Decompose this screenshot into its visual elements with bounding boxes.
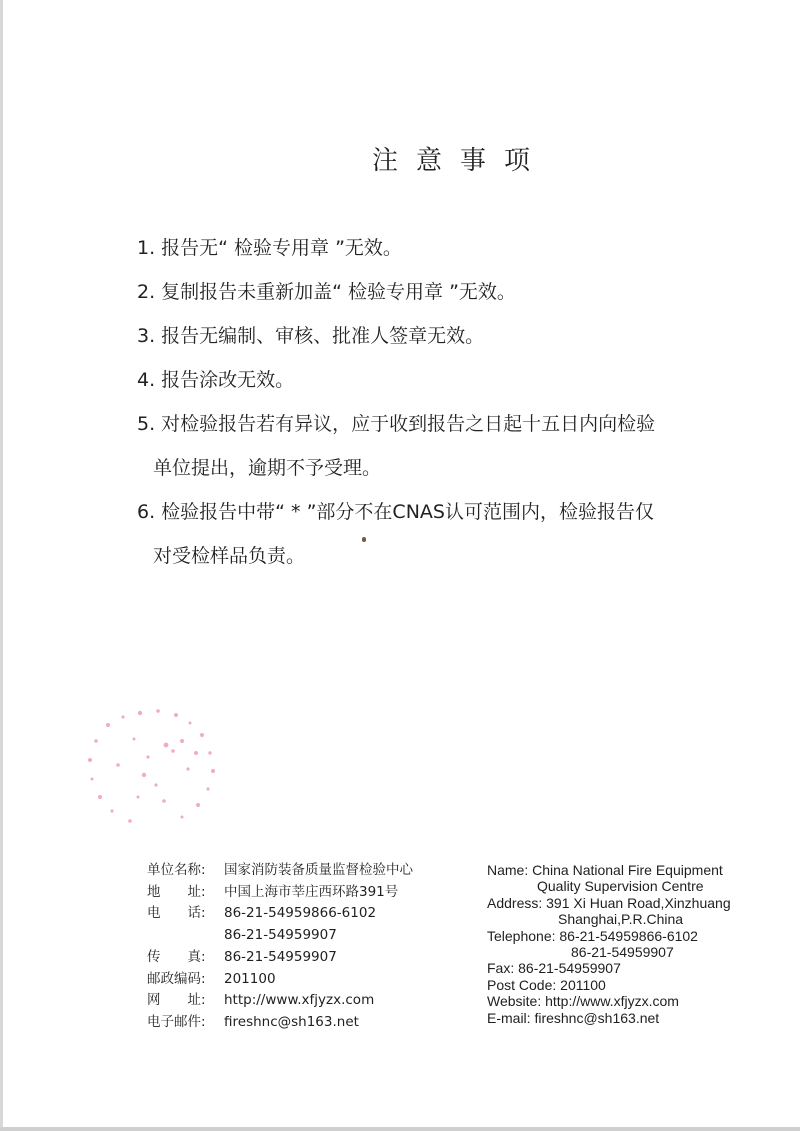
contact-row [147, 947, 413, 969]
contact-line [487, 911, 731, 927]
note-text-continued: 对受检样品负责。 [153, 545, 306, 567]
page-title: 注意事项 [371, 146, 548, 176]
contact-label [147, 925, 224, 947]
contact-row [147, 1012, 413, 1034]
note-item [137, 226, 777, 270]
note-item [137, 358, 777, 402]
contact-label: 邮政编码: [147, 970, 206, 987]
contact-row [147, 860, 413, 882]
scan-edge-bottom [0, 1127, 800, 1131]
contact-value: 86-21-54959907 [224, 948, 337, 965]
contact-label: 网 址: [147, 992, 206, 1009]
contact-line: Post Code: 201100 [487, 976, 606, 993]
contact-row [147, 925, 413, 947]
contact-line [487, 878, 731, 894]
contact-row [147, 990, 413, 1012]
contact-line [487, 944, 731, 960]
note-item [137, 490, 777, 578]
contact-row [147, 882, 413, 904]
contact-label: 电 话: [147, 905, 206, 922]
contact-value: fireshnc@sh163.net [224, 1013, 359, 1030]
scan-speck [362, 537, 366, 542]
note-text: 1. 报告无“ 检验专用章 ”无效。 [137, 237, 402, 259]
contact-line: Address: 391 Xi Huan Road,Xinzhuang [487, 894, 731, 911]
note-item [137, 314, 777, 358]
contact-line: E-mail: fireshnc@sh163.net [487, 1009, 660, 1026]
contact-value: 中国上海市莘庄西环路391号 [224, 883, 399, 900]
contact-line-continued: Shanghai,P.R.China [558, 911, 684, 928]
contact-label: 单位名称: [147, 862, 206, 878]
note-text: 5. 对检验报告若有异议，应于收到报告之日起十五日内向检验 [137, 413, 656, 435]
note-item [137, 402, 777, 490]
contact-line: Website: http://www.xfjyzx.com [487, 993, 679, 1010]
contact-value: 国家消防装备质量监督检验中心 [224, 862, 413, 878]
contact-line: Telephone: 86-21-54959866-6102 [487, 927, 698, 944]
contact-value: 201100 [224, 970, 276, 987]
note-item [137, 270, 777, 314]
contact-label: 电子邮件: [147, 1013, 206, 1030]
contact-row [147, 969, 413, 991]
contact-label: 传 真: [147, 948, 206, 965]
note-text: 2. 复制报告未重新加盖“ 检验专用章 ”无效。 [137, 281, 516, 303]
note-text: 4. 报告涂改无效。 [137, 369, 295, 391]
contact-line: Fax: 86-21-54959907 [487, 960, 621, 977]
contact-value: http://www.xfjyzx.com [224, 992, 375, 1009]
contact-info-chinese [147, 860, 413, 1034]
contact-line-continued: Quality Supervision Centre [537, 878, 704, 895]
contact-value: 86-21-54959907 [224, 927, 337, 944]
contact-line-continued: 86-21-54959907 [571, 944, 674, 961]
faded-seal-stamp [78, 705, 228, 835]
contact-row [147, 903, 413, 925]
note-text: 3. 报告无编制、审核、批准人签章无效。 [137, 325, 485, 347]
note-text-continued: 单位提出，逾期不予受理。 [153, 457, 382, 479]
contact-info-english [487, 862, 731, 1026]
contact-line: Name: China National Fire Equipment [487, 862, 723, 878]
contact-value: 86-21-54959866-6102 [224, 905, 377, 922]
notes-list [137, 226, 777, 578]
contact-label: 地 址: [147, 883, 206, 900]
note-text: 6. 检验报告中带“ * ”部分不在CNAS认可范围内，检验报告仅 [137, 501, 654, 523]
